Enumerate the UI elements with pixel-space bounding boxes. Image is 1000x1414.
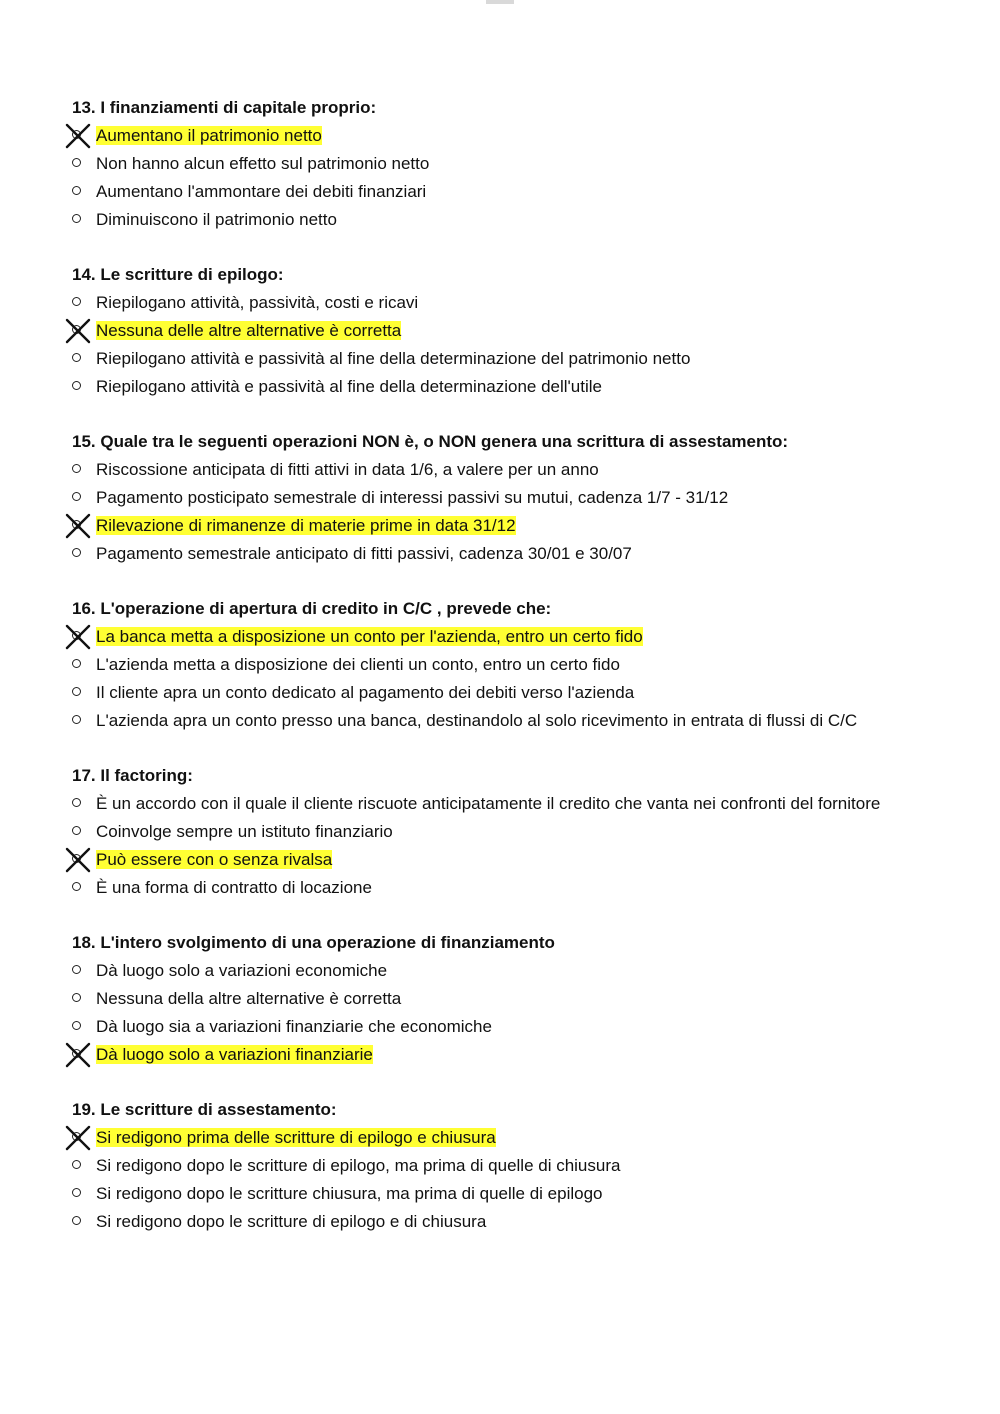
answer-text: Nessuna della altre alternative è corretta: [96, 989, 402, 1008]
circle-bullet-icon: [72, 548, 81, 557]
answer-text: È una forma di contratto di locazione: [96, 878, 372, 897]
answer-text: Il cliente apra un conto dedicato al pagamento dei debiti verso l'azienda: [96, 683, 635, 702]
circle-bullet-icon: [72, 186, 81, 195]
circle-bullet-icon: [72, 492, 81, 501]
answer-option[interactable]: [72, 456, 928, 484]
x-mark-icon: [65, 1042, 91, 1068]
circle-bullet-icon: [72, 214, 81, 223]
question-title: 14. Le scritture di epilogo:: [72, 265, 284, 284]
answer-option-selected[interactable]: [72, 846, 928, 874]
circle-bullet-icon: [72, 1160, 81, 1169]
answer-text: Non hanno alcun effetto sul patrimonio netto: [96, 154, 430, 173]
answer-text: Nessuna delle altre alternative è corretta: [96, 321, 402, 340]
answer-text: Pagamento posticipato semestrale di interessi passivi su mutui, cadenza 1/7 - 31/12: [96, 488, 729, 507]
answer-text: La banca metta a disposizione un conto per l'azienda, entro un certo fido: [96, 627, 643, 646]
circle-bullet-icon: [72, 1216, 81, 1225]
answer-text: Si redigono dopo le scritture chiusura, ma prima di quelle di epilogo: [96, 1184, 603, 1203]
question-block: [72, 94, 928, 234]
answer-text: Rilevazione di rimanenze di materie prime in data 31/12: [96, 516, 516, 535]
question-title: 15. Quale tra le seguenti operazioni NON è, o NON genera una scrittura di assestamento:: [72, 432, 789, 451]
answer-text: Si redigono dopo le scritture di epilogo e di chiusura: [96, 1212, 487, 1231]
question-block: [72, 595, 928, 735]
x-mark-icon: [65, 624, 91, 650]
page-header-mark: [486, 0, 514, 4]
answer-option-selected[interactable]: [72, 623, 928, 651]
answer-text: È un accordo con il quale il cliente riscuote anticipatamente il credito che vanta nei confronti del fornitore: [96, 794, 881, 813]
circle-bullet-icon: [72, 965, 81, 974]
answer-text: Riepilogano attività e passività al fine della determinazione dell'utile: [96, 377, 602, 396]
answer-text: Riscossione anticipata di fitti attivi in data 1/6, a valere per un anno: [96, 460, 599, 479]
answer-option[interactable]: [72, 540, 928, 568]
answer-option[interactable]: [72, 707, 928, 735]
answer-option[interactable]: [72, 484, 928, 512]
answer-option[interactable]: [72, 679, 928, 707]
answer-text: Dà luogo solo a variazioni economiche: [96, 961, 388, 980]
answer-options: [72, 122, 928, 234]
question-block: [72, 428, 928, 568]
circle-bullet-icon: [72, 464, 81, 473]
circle-bullet-icon: [72, 882, 81, 891]
circle-bullet-icon: [72, 1021, 81, 1030]
question-block: [72, 261, 928, 401]
answer-option[interactable]: [72, 985, 928, 1013]
answer-option[interactable]: [72, 651, 928, 679]
answer-option-selected[interactable]: [72, 1124, 928, 1152]
answer-text: Diminuiscono il patrimonio netto: [96, 210, 337, 229]
question-block: [72, 1096, 928, 1236]
answer-option[interactable]: [72, 874, 928, 902]
answer-option[interactable]: [72, 1208, 928, 1236]
question-block: [72, 929, 928, 1069]
answer-option[interactable]: [72, 345, 928, 373]
answer-option[interactable]: [72, 1013, 928, 1041]
answer-text: Si redigono prima delle scritture di epilogo e chiusura: [96, 1128, 496, 1147]
circle-bullet-icon: [72, 158, 81, 167]
answer-text: Dà luogo solo a variazioni finanziarie: [96, 1045, 373, 1064]
circle-bullet-icon: [72, 353, 81, 362]
answer-option-selected[interactable]: [72, 512, 928, 540]
answer-text: L'azienda apra un conto presso una banca, destinandolo al solo ricevimento in entrata di flussi di C/C: [96, 711, 858, 730]
x-mark-icon: [65, 123, 91, 149]
answer-options: [72, 456, 928, 568]
answer-text: Può essere con o senza rivalsa: [96, 850, 333, 869]
answer-option-selected[interactable]: [72, 122, 928, 150]
quiz-page: [72, 94, 928, 1263]
circle-bullet-icon: [72, 715, 81, 724]
answer-text: Riepilogano attività e passività al fine della determinazione del patrimonio netto: [96, 349, 691, 368]
circle-bullet-icon: [72, 826, 81, 835]
answer-text: Pagamento semestrale anticipato di fitti passivi, cadenza 30/01 e 30/07: [96, 544, 632, 563]
x-mark-icon: [65, 847, 91, 873]
circle-bullet-icon: [72, 687, 81, 696]
answer-option[interactable]: [72, 790, 928, 818]
answer-option-selected[interactable]: [72, 1041, 928, 1069]
answer-text: Si redigono dopo le scritture di epilogo, ma prima di quelle di chiusura: [96, 1156, 621, 1175]
answer-option[interactable]: [72, 150, 928, 178]
answer-text: Dà luogo sia a variazioni finanziarie che economiche: [96, 1017, 492, 1036]
answer-text: Riepilogano attività, passività, costi e ricavi: [96, 293, 419, 312]
answer-options: [72, 1124, 928, 1236]
answer-option[interactable]: [72, 1152, 928, 1180]
answer-option[interactable]: [72, 206, 928, 234]
circle-bullet-icon: [72, 297, 81, 306]
answer-text: L'azienda metta a disposizione dei clienti un conto, entro un certo fido: [96, 655, 620, 674]
question-title: 13. I finanziamenti di capitale proprio:: [72, 98, 377, 117]
question-title: 19. Le scritture di assestamento:: [72, 1100, 337, 1119]
question-title: 18. L'intero svolgimento di una operazione di finanziamento: [72, 933, 555, 952]
answer-text: Coinvolge sempre un istituto finanziario: [96, 822, 393, 841]
circle-bullet-icon: [72, 1188, 81, 1197]
x-mark-icon: [65, 513, 91, 539]
question-block: [72, 762, 928, 902]
answer-options: [72, 289, 928, 401]
answer-option[interactable]: [72, 373, 928, 401]
answer-options: [72, 623, 928, 735]
answer-option[interactable]: [72, 1180, 928, 1208]
answer-option[interactable]: [72, 957, 928, 985]
answer-option[interactable]: [72, 818, 928, 846]
answer-options: [72, 957, 928, 1069]
circle-bullet-icon: [72, 381, 81, 390]
x-mark-icon: [65, 318, 91, 344]
question-title: 17. Il factoring:: [72, 766, 193, 785]
circle-bullet-icon: [72, 659, 81, 668]
answer-options: [72, 790, 928, 902]
answer-option[interactable]: [72, 289, 928, 317]
circle-bullet-icon: [72, 798, 81, 807]
answer-text: Aumentano l'ammontare dei debiti finanziari: [96, 182, 427, 201]
question-title: 16. L'operazione di apertura di credito in C/C , prevede che:: [72, 599, 552, 618]
x-mark-icon: [65, 1125, 91, 1151]
answer-option-selected[interactable]: [72, 317, 928, 345]
answer-option[interactable]: [72, 178, 928, 206]
answer-text: Aumentano il patrimonio netto: [96, 126, 322, 145]
circle-bullet-icon: [72, 993, 81, 1002]
